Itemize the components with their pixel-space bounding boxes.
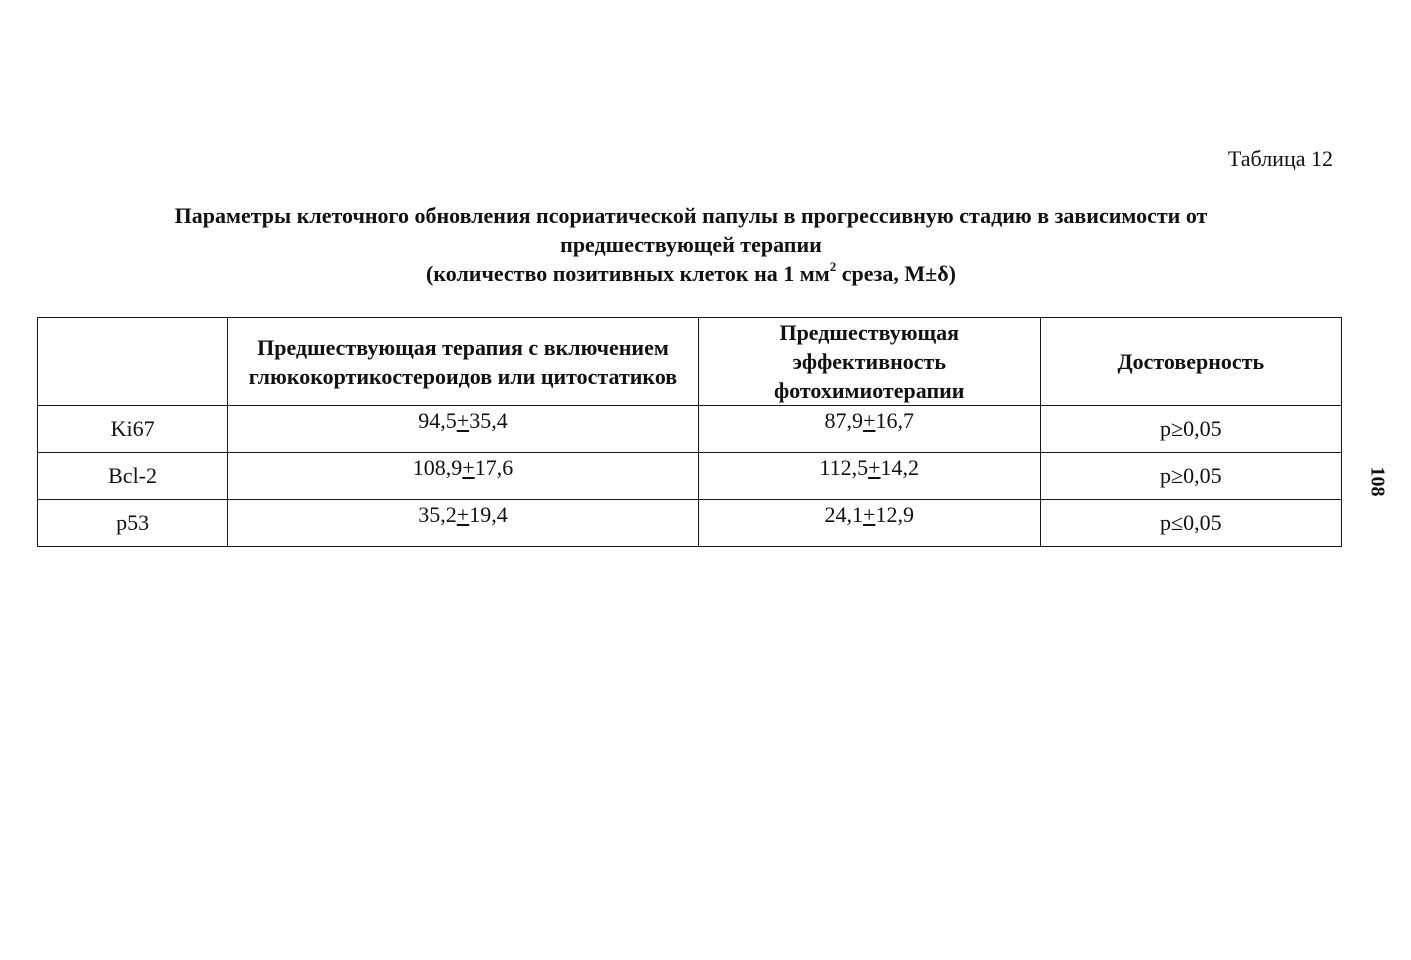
page-number: 108 [1366, 466, 1389, 497]
data-table [37, 317, 1342, 547]
row-label: Ki67 [38, 406, 228, 453]
cell-value: 87,9+16,7 [698, 406, 1040, 453]
title-line-1: Параметры клеточного обновления псориатической папулы в прогрессивную стадию в зависимости от [174, 203, 1208, 228]
row-label: p53 [38, 500, 228, 547]
cell-value: 24,1+12,9 [698, 500, 1040, 547]
row-label: Bcl-2 [38, 453, 228, 500]
header-row [38, 318, 1342, 406]
title-superscript: 2 [829, 258, 837, 274]
cell-value: 94,5+35,4 [228, 406, 699, 453]
header-prior-therapy: Предшествующая терапия с включением глюкокортикостероидов или цитостатиков [228, 318, 699, 406]
table-row [38, 500, 1342, 547]
title-line-3-post: среза, M±δ) [836, 261, 956, 286]
cell-value: 112,5+14,2 [698, 453, 1040, 500]
title-line-3 [40, 259, 1342, 288]
table-number: Таблица 12 [1227, 146, 1333, 171]
cell-p-value: p≥0,05 [1040, 406, 1341, 453]
table-row [38, 453, 1342, 500]
title-line-3-pre: (количество позитивных клеток на 1 мм [426, 261, 830, 286]
cell-value: 35,2+19,4 [228, 500, 699, 547]
header-phototherapy: Предшествующая эффективность фотохимиотерапии [698, 318, 1040, 406]
cell-p-value: p≤0,05 [1040, 500, 1341, 547]
table-title [40, 201, 1342, 288]
title-line-2: предшествующей терапии [560, 232, 822, 257]
table-row [38, 406, 1342, 453]
header-empty [38, 318, 228, 406]
header-significance: Достоверность [1040, 318, 1341, 406]
cell-value: 108,9+17,6 [228, 453, 699, 500]
cell-p-value: p≥0,05 [1040, 453, 1341, 500]
